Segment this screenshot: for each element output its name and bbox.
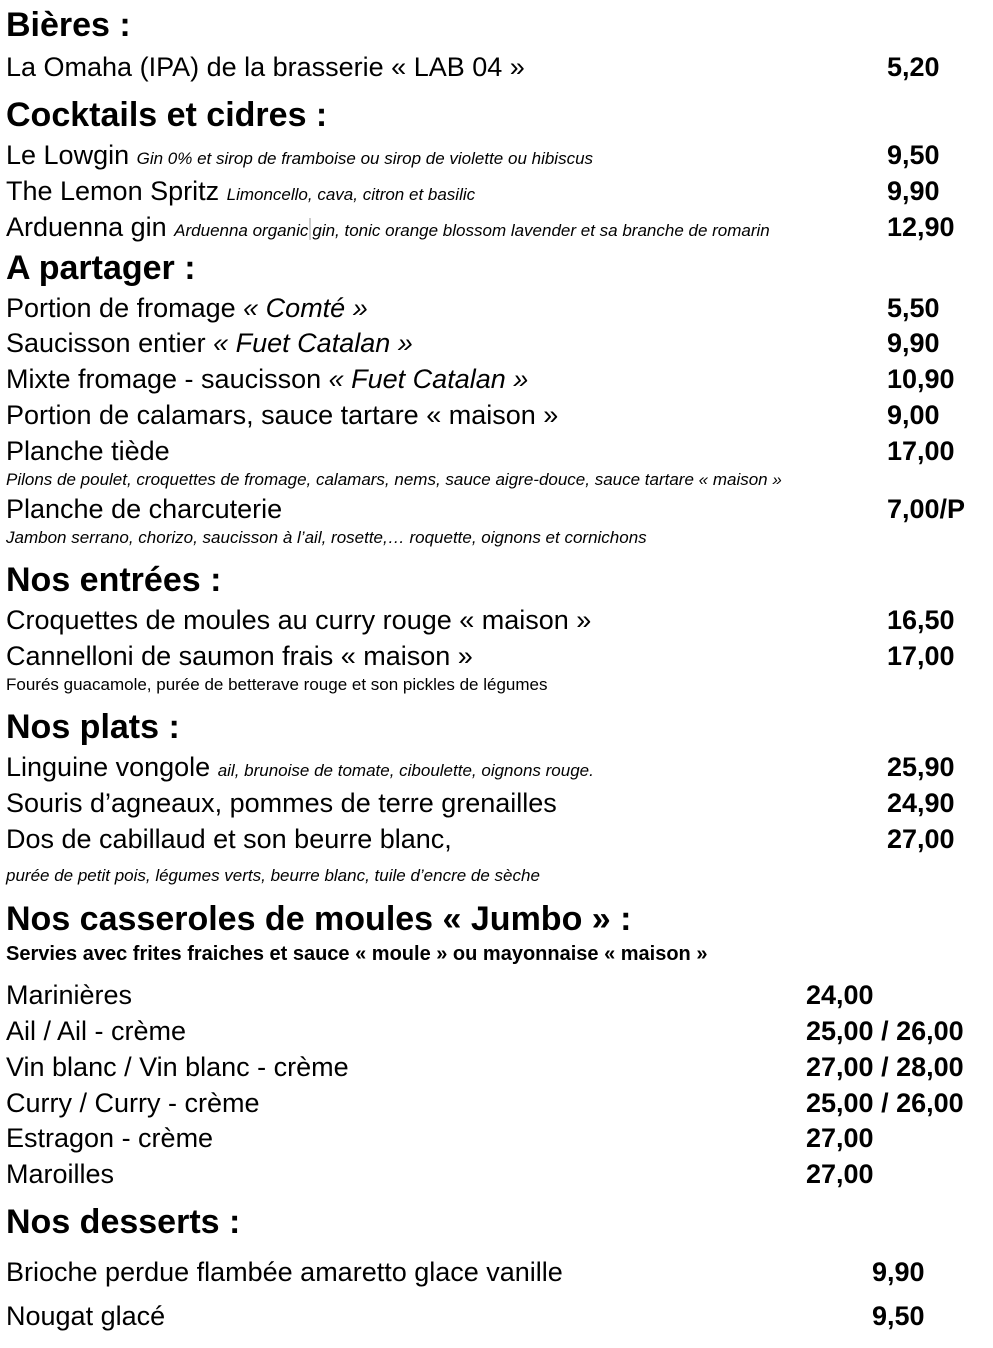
section-title-desserts: Nos desserts : bbox=[6, 1203, 241, 1241]
section-title-partager: A partager : bbox=[6, 249, 196, 287]
menu-item-name: Vin blanc / Vin blanc - crème bbox=[6, 1052, 349, 1082]
menu-item-price: 25,00 / 26,00 bbox=[806, 1016, 964, 1046]
menu-item-desc: Jambon serrano, chorizo, saucisson à l’ail, rosette,… roquette, oignons et cornichons bbox=[6, 528, 647, 547]
menu-item-price: 10,90 bbox=[887, 364, 955, 394]
menu-item-price: 9,90 bbox=[887, 176, 940, 206]
section-title-moules: Nos casseroles de moules « Jumbo » : bbox=[6, 900, 632, 938]
menu-item-name: Souris d’agneaux, pommes de terre grenailles bbox=[6, 788, 557, 818]
menu-item-name: La Omaha (IPA) de la brasserie « LAB 04 » bbox=[6, 52, 525, 82]
menu-item-name-italic: « Fuet Catalan » bbox=[213, 328, 413, 358]
menu-item-price: 17,00 bbox=[887, 641, 955, 671]
menu-item-price: 17,00 bbox=[887, 436, 955, 466]
menu-item-name: Cannelloni de saumon frais « maison » bbox=[6, 641, 473, 671]
menu-item-desc: Gin 0% et sirop de framboise ou sirop de violette ou hibiscus bbox=[136, 149, 594, 168]
menu-item-name: Nougat glacé bbox=[6, 1301, 166, 1331]
section-title-entrees: Nos entrées : bbox=[6, 561, 222, 599]
menu-item bbox=[6, 751, 594, 787]
menu-item-price: 5,50 bbox=[887, 293, 940, 323]
menu-item-price: 16,50 bbox=[887, 605, 955, 635]
menu-item-name: Ail / Ail - crème bbox=[6, 1016, 187, 1046]
section-title-bieres: Bières : bbox=[6, 6, 131, 44]
menu-item-name: The Lemon Spritz bbox=[6, 176, 220, 206]
menu-item-name: Linguine vongole bbox=[6, 752, 211, 782]
menu-item-price: 9,90 bbox=[872, 1257, 925, 1287]
menu-item-price: 25,00 / 26,00 bbox=[806, 1088, 964, 1118]
section-subtitle: Servies avec frites fraiches et sauce « moule » ou mayonnaise « maison » bbox=[6, 943, 708, 965]
menu-item-name: Planche tiède bbox=[6, 436, 170, 466]
menu-item-name: Dos de cabillaud et son beurre blanc, bbox=[6, 824, 452, 854]
menu-item-price: 27,00 bbox=[887, 824, 955, 854]
menu-item-desc: purée de petit pois, légumes verts, beurre blanc, tuile d’encre de sèche bbox=[6, 866, 540, 885]
menu-item-name: Mixte fromage - saucisson bbox=[6, 364, 322, 394]
menu-item-name: Saucisson entier bbox=[6, 328, 206, 358]
menu-item bbox=[6, 175, 475, 211]
section-title-plats: Nos plats : bbox=[6, 708, 180, 746]
menu-item bbox=[6, 363, 528, 395]
menu-item bbox=[6, 139, 593, 175]
menu-item-desc: Pilons de poulet, croquettes de fromage, calamars, nems, sauce aigre-douce, sauce tartare « maison » bbox=[6, 470, 782, 489]
menu-item-price: 27,00 bbox=[806, 1159, 874, 1189]
menu-item-price: 24,90 bbox=[887, 788, 955, 818]
menu-item-name-italic: « Fuet Catalan » bbox=[328, 364, 529, 394]
menu-item-name: Planche de charcuterie bbox=[6, 494, 283, 524]
menu-item-price: 9,50 bbox=[872, 1301, 925, 1331]
menu-item-price: 7,00/P bbox=[887, 494, 966, 524]
menu-item-name: Brioche perdue flambée amaretto glace vanille bbox=[6, 1257, 563, 1287]
menu-item-name: Maroilles bbox=[6, 1159, 115, 1189]
menu-item-price: 27,00 / 28,00 bbox=[806, 1052, 964, 1082]
menu-item-price: 27,00 bbox=[806, 1123, 874, 1153]
menu-item bbox=[6, 292, 368, 324]
menu-item-name: Estragon - crème bbox=[6, 1123, 214, 1153]
menu-item-name: Croquettes de moules au curry rouge « maison » bbox=[6, 605, 592, 635]
menu-item bbox=[6, 211, 770, 247]
menu-item-desc: ail, brunoise de tomate, ciboulette, oignons rouge. bbox=[217, 761, 594, 780]
menu-item-desc: Fourés guacamole, purée de betterave rouge et son pickles de légumes bbox=[6, 675, 548, 694]
section-title-cocktails: Cocktails et cidres : bbox=[6, 96, 328, 134]
menu-item-desc: Limoncello, cava, citron et basilic bbox=[226, 185, 476, 204]
menu-item-price: 12,90 bbox=[887, 212, 955, 242]
menu-item-price: 25,90 bbox=[887, 752, 955, 782]
menu-item-price: 9,00 bbox=[887, 400, 940, 430]
menu-item bbox=[6, 327, 413, 359]
menu-item-name: Portion de calamars, sauce tartare « maison » bbox=[6, 400, 559, 430]
menu-item-price: 9,50 bbox=[887, 140, 940, 170]
menu-item-price: 9,90 bbox=[887, 328, 940, 358]
menu-item-name: Le Lowgin bbox=[6, 140, 130, 170]
menu-item-name: Curry / Curry - crème bbox=[6, 1088, 260, 1118]
menu-item-name: Marinières bbox=[6, 980, 133, 1010]
menu-item-desc: Arduenna organic gin, tonic orange blossom lavender et sa branche de romarin bbox=[174, 221, 770, 240]
menu-item-price: 5,20 bbox=[887, 52, 940, 82]
menu-item-name-italic: « Comté » bbox=[243, 293, 368, 323]
menu-item-name: Portion de fromage bbox=[6, 293, 236, 323]
menu-item-price: 24,00 bbox=[806, 980, 874, 1010]
menu-item-name: Arduenna gin bbox=[6, 212, 167, 242]
